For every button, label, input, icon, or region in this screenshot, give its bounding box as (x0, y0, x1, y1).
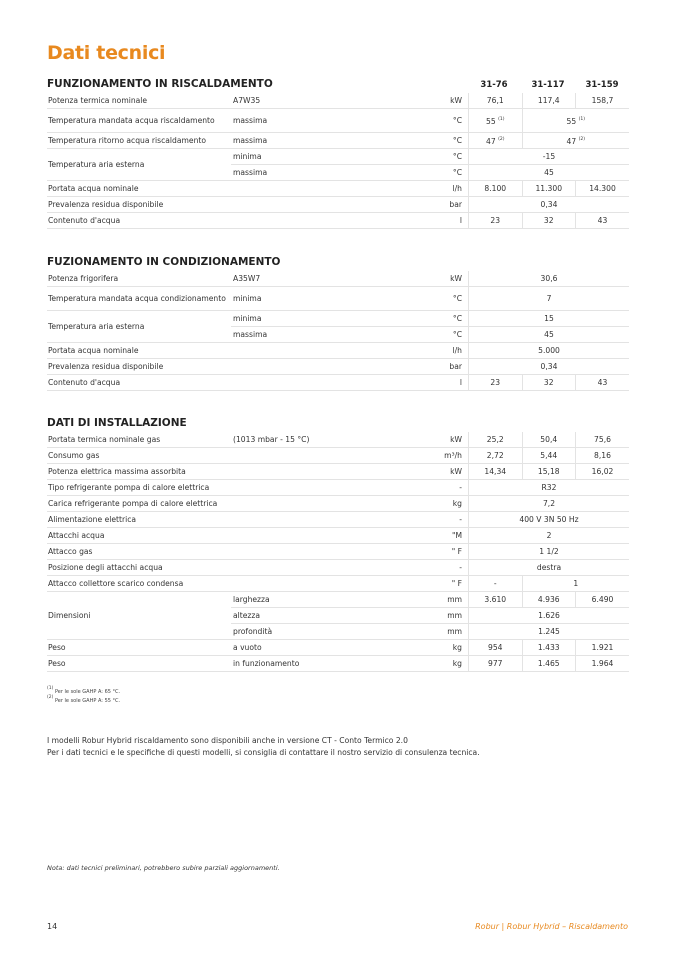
row-label: Attacco collettore scarico condensa (47, 576, 231, 592)
table-row (47, 359, 629, 375)
row-unit: °C (421, 149, 469, 165)
row-condition: altezza (231, 608, 421, 624)
value-cell: 32 (522, 213, 576, 229)
value-cell: 1.465 (522, 656, 576, 672)
row-unit: l (421, 213, 469, 229)
value-cell: 47 $^{(2)}$ (522, 133, 629, 149)
table-row (47, 496, 629, 512)
section-header (47, 252, 629, 268)
table-row (47, 512, 629, 528)
page-title: Dati tecnici (47, 42, 166, 64)
value-cell: 954 (469, 640, 523, 656)
value-cell: 117,4 (522, 93, 576, 109)
row-condition: minima (231, 149, 421, 165)
value-cell: 43 (576, 375, 630, 391)
value-cell: 50,4 (522, 432, 576, 448)
row-label: Attacco gas (47, 544, 231, 560)
value-cell: 14.300 (576, 181, 630, 197)
row-label: Consumo gas (47, 448, 231, 464)
row-unit: mm (421, 624, 469, 640)
table-row (47, 287, 629, 311)
section-installazione (47, 413, 629, 672)
footnote-ref: (1) (578, 117, 585, 122)
table-row (47, 93, 629, 109)
row-label: Potenza frigorifera (47, 271, 231, 287)
spec-table (47, 93, 629, 229)
value-cell: 1.245 (469, 624, 630, 640)
row-condition (231, 560, 421, 576)
row-unit: °C (421, 165, 469, 181)
model-header: 31-117 (531, 80, 565, 90)
value-cell: 30,6 (469, 271, 630, 287)
page-number: 14 (47, 922, 58, 931)
row-label: Carica refrigerante pompa di calore elettrica (47, 496, 231, 512)
note: Nota: dati tecnici preliminari, potrebbero subire parziali aggiornamenti. (47, 864, 280, 872)
table-row (47, 375, 629, 391)
section-header (47, 413, 629, 429)
value-cell: 15 (469, 311, 630, 327)
row-label: Portata termica nominale gas (47, 432, 231, 448)
table-row (47, 480, 629, 496)
row-unit: kg (421, 496, 469, 512)
row-unit: l/h (421, 343, 469, 359)
value-cell: destra (469, 560, 630, 576)
value-cell: 6.490 (576, 592, 630, 608)
row-label: Temperatura ritorno acqua riscaldamento (47, 133, 231, 149)
row-label: Dimensioni (47, 592, 231, 640)
row-condition: larghezza (231, 592, 421, 608)
row-label: Portata acqua nominale (47, 181, 231, 197)
row-condition (231, 480, 421, 496)
table-row (47, 432, 629, 448)
section-title: DATI DI INSTALLAZIONE (47, 417, 187, 429)
row-condition (231, 528, 421, 544)
value-cell: 45 (469, 327, 630, 343)
row-condition: A7W35 (231, 93, 421, 109)
value-cell: - (469, 576, 523, 592)
row-condition (231, 448, 421, 464)
value-cell: 15,18 (522, 464, 576, 480)
row-label: Temperatura mandata acqua riscaldamento (47, 109, 231, 133)
row-label: Prevalenza residua disponibile (47, 197, 231, 213)
row-label: Contenuto d'acqua (47, 213, 231, 229)
footnote-ref: (2) (578, 137, 585, 142)
table-row (47, 592, 629, 608)
value-cell: 43 (576, 213, 630, 229)
row-unit: °C (421, 311, 469, 327)
row-condition (231, 576, 421, 592)
row-condition: massima (231, 109, 421, 133)
paragraph-line: Per i dati tecnici e le specifiche di questi modelli, si consiglia di contattare il nostro servizio di consulenza tecnica. (47, 747, 480, 757)
value-cell: 16,02 (576, 464, 630, 480)
footnote-2: $^{(2)}$ Per le sole GAHP A: 55 °C. (47, 695, 121, 704)
value-cell: 2,72 (469, 448, 523, 464)
value-cell: 75,6 (576, 432, 630, 448)
row-unit: kW (421, 271, 469, 287)
row-label: Alimentazione elettrica (47, 512, 231, 528)
paragraph-line: I modelli Robur Hybrid riscaldamento sono disponibili anche in versione CT - Conto Termico 2.0 (47, 736, 408, 745)
row-label: Peso (47, 640, 231, 656)
section-condizionamento (47, 252, 629, 391)
row-unit: - (421, 512, 469, 528)
row-unit: bar (421, 197, 469, 213)
value-cell: 5.000 (469, 343, 630, 359)
row-unit: °C (421, 133, 469, 149)
value-cell: 977 (469, 656, 523, 672)
value-cell: R32 (469, 480, 630, 496)
row-condition: profondità (231, 624, 421, 640)
row-condition: in funzionamento (231, 656, 421, 672)
value-cell: 1.433 (522, 640, 576, 656)
table-row (47, 448, 629, 464)
spec-table (47, 271, 629, 391)
row-unit: kW (421, 432, 469, 448)
section-title: FUNZIONAMENTO IN RISCALDAMENTO (47, 78, 273, 90)
row-condition (231, 197, 421, 213)
row-condition (231, 375, 421, 391)
table-row (47, 343, 629, 359)
row-unit: kW (421, 93, 469, 109)
value-cell: 23 (469, 375, 523, 391)
value-cell: 3.610 (469, 592, 523, 608)
row-label: Portata acqua nominale (47, 343, 231, 359)
row-label: Prevalenza residua disponibile (47, 359, 231, 375)
table-row (47, 656, 629, 672)
footnote-1: $^{(1)}$ Per le sole GAHP A: 65 °C. (47, 686, 121, 695)
row-unit: - (421, 480, 469, 496)
row-condition: (1013 mbar - 15 °C) (231, 432, 421, 448)
spec-table (47, 432, 629, 672)
value-cell: 11.300 (522, 181, 576, 197)
row-condition (231, 544, 421, 560)
row-condition (231, 359, 421, 375)
row-unit: °C (421, 287, 469, 311)
table-row (47, 271, 629, 287)
value-cell: 8.100 (469, 181, 523, 197)
row-label: Temperatura aria esterna (47, 149, 231, 181)
row-unit: mm (421, 608, 469, 624)
value-cell: 47 $^{(2)}$ (469, 133, 523, 149)
row-unit: °C (421, 327, 469, 343)
footer-brand: Robur | Robur Hybrid – Riscaldamento (475, 922, 628, 931)
row-condition (231, 343, 421, 359)
row-label: Posizione degli attacchi acqua (47, 560, 231, 576)
row-condition: massima (231, 327, 421, 343)
value-cell: 25,2 (469, 432, 523, 448)
value-cell: 8,16 (576, 448, 630, 464)
row-unit: " F (421, 576, 469, 592)
value-cell: 76,1 (469, 93, 523, 109)
table-row (47, 149, 629, 165)
row-condition: minima (231, 311, 421, 327)
value-cell: 158,7 (576, 93, 630, 109)
value-cell: -15 (469, 149, 630, 165)
value-cell: 7 (469, 287, 630, 311)
row-label: Temperatura aria esterna (47, 311, 231, 343)
row-unit: l (421, 375, 469, 391)
row-condition (231, 496, 421, 512)
table-row (47, 560, 629, 576)
row-unit: kg (421, 640, 469, 656)
value-cell: 32 (522, 375, 576, 391)
value-cell: 1 (522, 576, 629, 592)
value-cell: 55 $^{(1)}$ (522, 109, 629, 133)
row-unit: "M (421, 528, 469, 544)
value-cell: 55 $^{(1)}$ (469, 109, 523, 133)
row-label: Contenuto d'acqua (47, 375, 231, 391)
value-cell: 2 (469, 528, 630, 544)
value-cell: 7,2 (469, 496, 630, 512)
table-row (47, 181, 629, 197)
row-condition (231, 512, 421, 528)
info-paragraph (47, 735, 480, 758)
table-row (47, 576, 629, 592)
section-riscaldamento (47, 74, 629, 229)
row-condition (231, 181, 421, 197)
row-unit: mm (421, 592, 469, 608)
value-cell: 1.964 (576, 656, 630, 672)
value-cell: 400 V 3N 50 Hz (469, 512, 630, 528)
table-row (47, 464, 629, 480)
row-unit: bar (421, 359, 469, 375)
value-cell: 14,34 (469, 464, 523, 480)
row-unit: kg (421, 656, 469, 672)
model-header: 31-159 (585, 80, 619, 90)
value-cell: 45 (469, 165, 630, 181)
row-unit: " F (421, 544, 469, 560)
value-cell: 5,44 (522, 448, 576, 464)
table-row (47, 640, 629, 656)
value-cell: 4.936 (522, 592, 576, 608)
section-title: FUZIONAMENTO IN CONDIZIONAMENTO (47, 256, 281, 268)
table-row (47, 213, 629, 229)
row-condition: a vuoto (231, 640, 421, 656)
row-unit: - (421, 560, 469, 576)
table-row (47, 528, 629, 544)
value-cell: 23 (469, 213, 523, 229)
value-cell: 0,34 (469, 359, 630, 375)
row-unit: kW (421, 464, 469, 480)
row-condition: massima (231, 133, 421, 149)
row-label: Potenza termica nominale (47, 93, 231, 109)
value-cell: 1.921 (576, 640, 630, 656)
row-unit: °C (421, 109, 469, 133)
footnote-ref: (2) (498, 137, 505, 142)
table-row (47, 197, 629, 213)
row-label: Tipo refrigerante pompa di calore elettrica (47, 480, 231, 496)
row-condition (231, 464, 421, 480)
value-cell: 1 1/2 (469, 544, 630, 560)
table-row (47, 109, 629, 133)
table-row (47, 133, 629, 149)
section-header (47, 74, 629, 90)
value-cell: 0,34 (469, 197, 630, 213)
value-cell: 1.626 (469, 608, 630, 624)
row-condition: minima (231, 287, 421, 311)
table-row (47, 311, 629, 327)
row-label: Temperatura mandata acqua condizionamento (47, 287, 231, 311)
footnote-ref: (1) (498, 117, 505, 122)
model-header: 31-76 (480, 80, 508, 90)
row-label: Attacchi acqua (47, 528, 231, 544)
row-unit: m³/h (421, 448, 469, 464)
row-label: Peso (47, 656, 231, 672)
row-condition (231, 213, 421, 229)
row-unit: l/h (421, 181, 469, 197)
table-row (47, 544, 629, 560)
row-label: Potenza elettrica massima assorbita (47, 464, 231, 480)
row-condition: A35W7 (231, 271, 421, 287)
row-condition: massima (231, 165, 421, 181)
